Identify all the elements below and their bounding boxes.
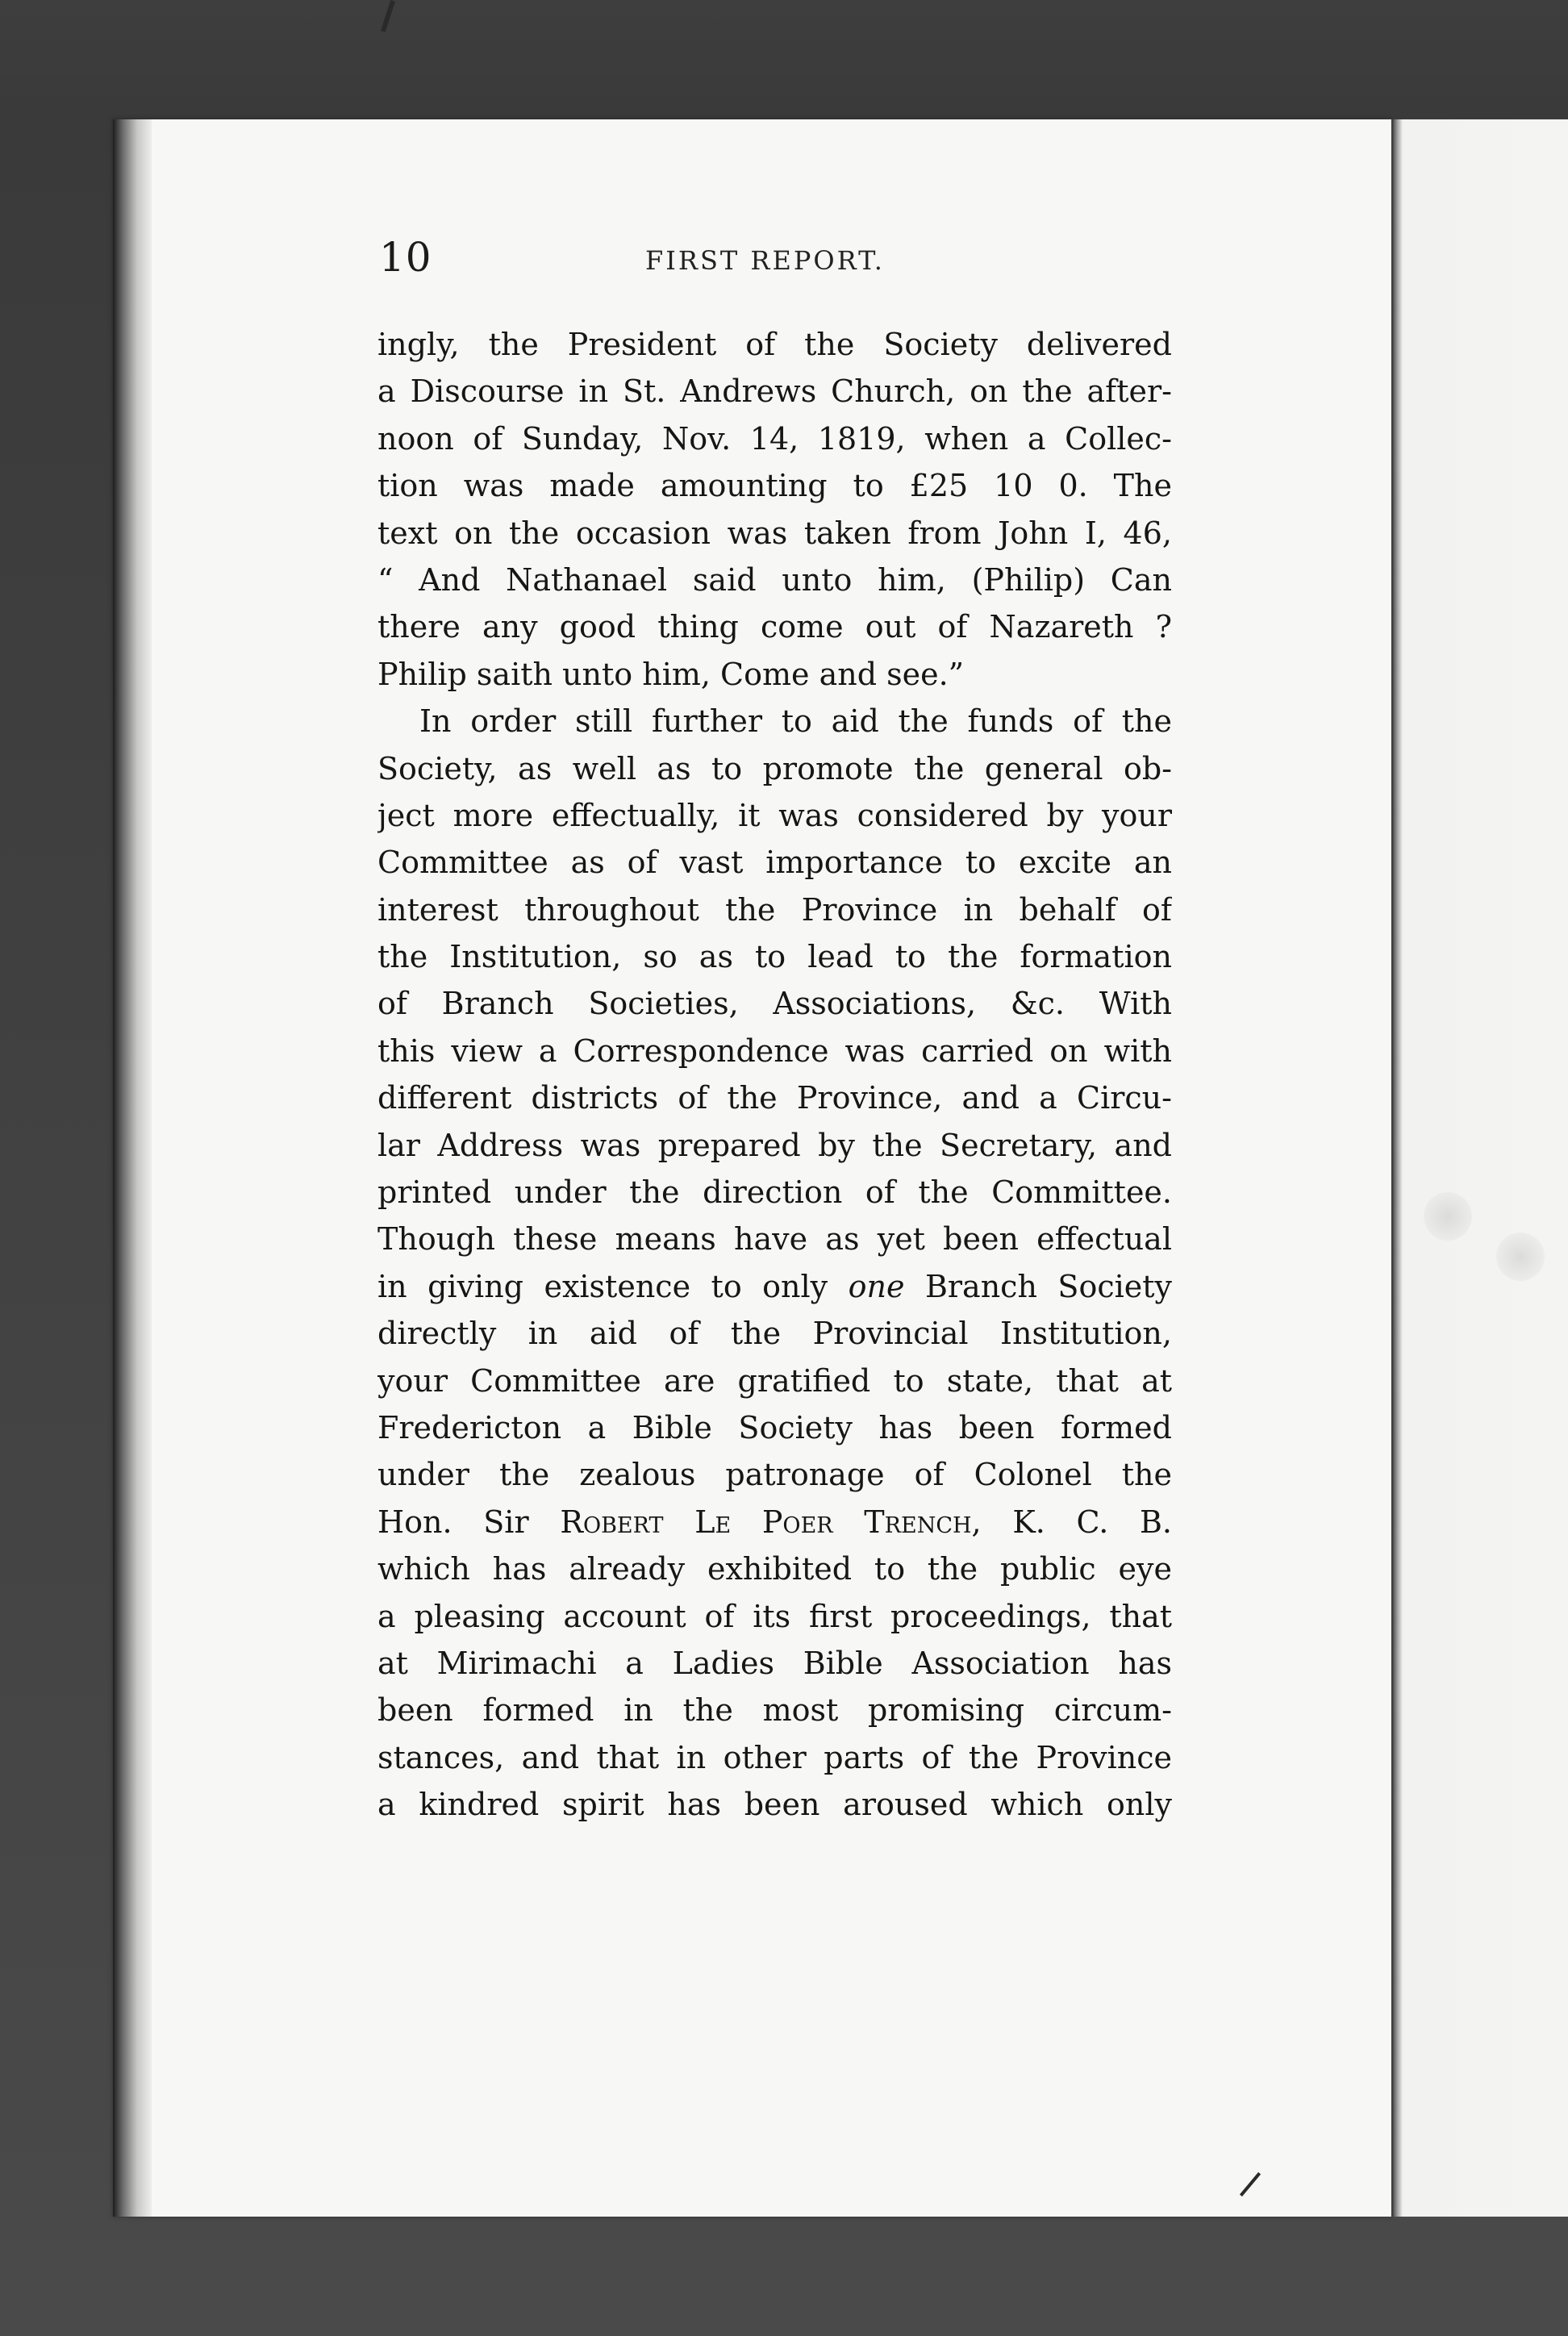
text-line: this view a Correspondence was carried on with — [377, 1032, 1172, 1069]
text-line: a pleasing account of its first proceedings, that — [377, 1598, 1172, 1634]
ink-smudge — [1496, 1233, 1545, 1281]
text-line: of Branch Societies, Associations, &c. With — [377, 986, 1172, 1022]
paragraph-start-line: In order still further to aid the funds of the — [419, 703, 1172, 740]
text-line: tion was made amounting to £25 10 0. The — [377, 468, 1172, 504]
text-line: noon of Sunday, Nov. 14, 1819, when a Collec- — [377, 420, 1172, 457]
text-line: Fredericton a Bible Society has been formed — [377, 1409, 1172, 1445]
text-line: Committee as of vast importance to excite an — [377, 845, 1172, 881]
text-line-with-italic — [377, 1263, 1172, 1310]
text-line: Society, as well as to promote the general ob- — [377, 750, 1172, 786]
running-head: FIRST REPORT. — [645, 245, 885, 276]
page-header — [379, 234, 1186, 290]
text-line: which has already exhibited to the public eye — [377, 1551, 1172, 1587]
text-line: a Discourse in St. Andrews Church, on the after- — [377, 373, 1172, 410]
text-line: stances, and that in other parts of the Province — [377, 1739, 1172, 1775]
text-line-with-small-caps — [377, 1499, 1172, 1546]
text-run: Branch Society — [904, 1268, 1172, 1304]
text-line: under the zealous patronage of Colonel the — [377, 1457, 1172, 1493]
page-binding-gutter — [113, 119, 152, 2217]
text-run: in giving existence to only — [377, 1268, 849, 1304]
text-line: text on the occasion was taken from John I, 46, — [377, 515, 1172, 551]
text-run: Hon. Sir — [377, 1504, 561, 1540]
text-line: there any good thing come out of Nazareth ? — [377, 609, 1172, 645]
italic-word: one — [848, 1268, 905, 1304]
body-text — [377, 321, 1172, 1829]
text-line: lar Address was prepared by the Secretary, and — [377, 1127, 1172, 1163]
facing-page-edge — [1391, 119, 1568, 2217]
ink-smudge — [1424, 1192, 1472, 1241]
text-run: , K. C. B. — [971, 1504, 1172, 1540]
text-line: been formed in the most promising circum- — [377, 1692, 1172, 1729]
text-line: at Mirimachi a Ladies Bible Association has — [377, 1645, 1172, 1681]
text-line: printed under the direction of the Committee. — [377, 1174, 1172, 1211]
page-number: 10 — [379, 234, 432, 281]
text-line: interest throughout the Province in behalf of — [377, 891, 1172, 928]
text-line: ingly, the President of the Society delivered — [377, 327, 1172, 362]
text-line: directly in aid of the Provincial Institution, — [377, 1316, 1172, 1352]
text-line: “ And Nathanael said unto him, (Philip) Can — [377, 561, 1172, 598]
text-line: Though these means have as yet been effectual — [377, 1221, 1172, 1258]
text-line: the Institution, so as to lead to the formation — [377, 939, 1172, 975]
text-line: your Committee are gratified to state, that at — [377, 1362, 1172, 1399]
text-line: ject more effectually, it was considered by your — [377, 797, 1172, 833]
small-caps-name: Robert Le Poer Trench — [560, 1504, 972, 1540]
text-line: a kindred spirit has been aroused which only — [377, 1787, 1172, 1823]
text-line: Philip saith unto him, Come and see.” — [377, 656, 965, 692]
text-line: different districts of the Province, and a Circu- — [377, 1080, 1172, 1116]
